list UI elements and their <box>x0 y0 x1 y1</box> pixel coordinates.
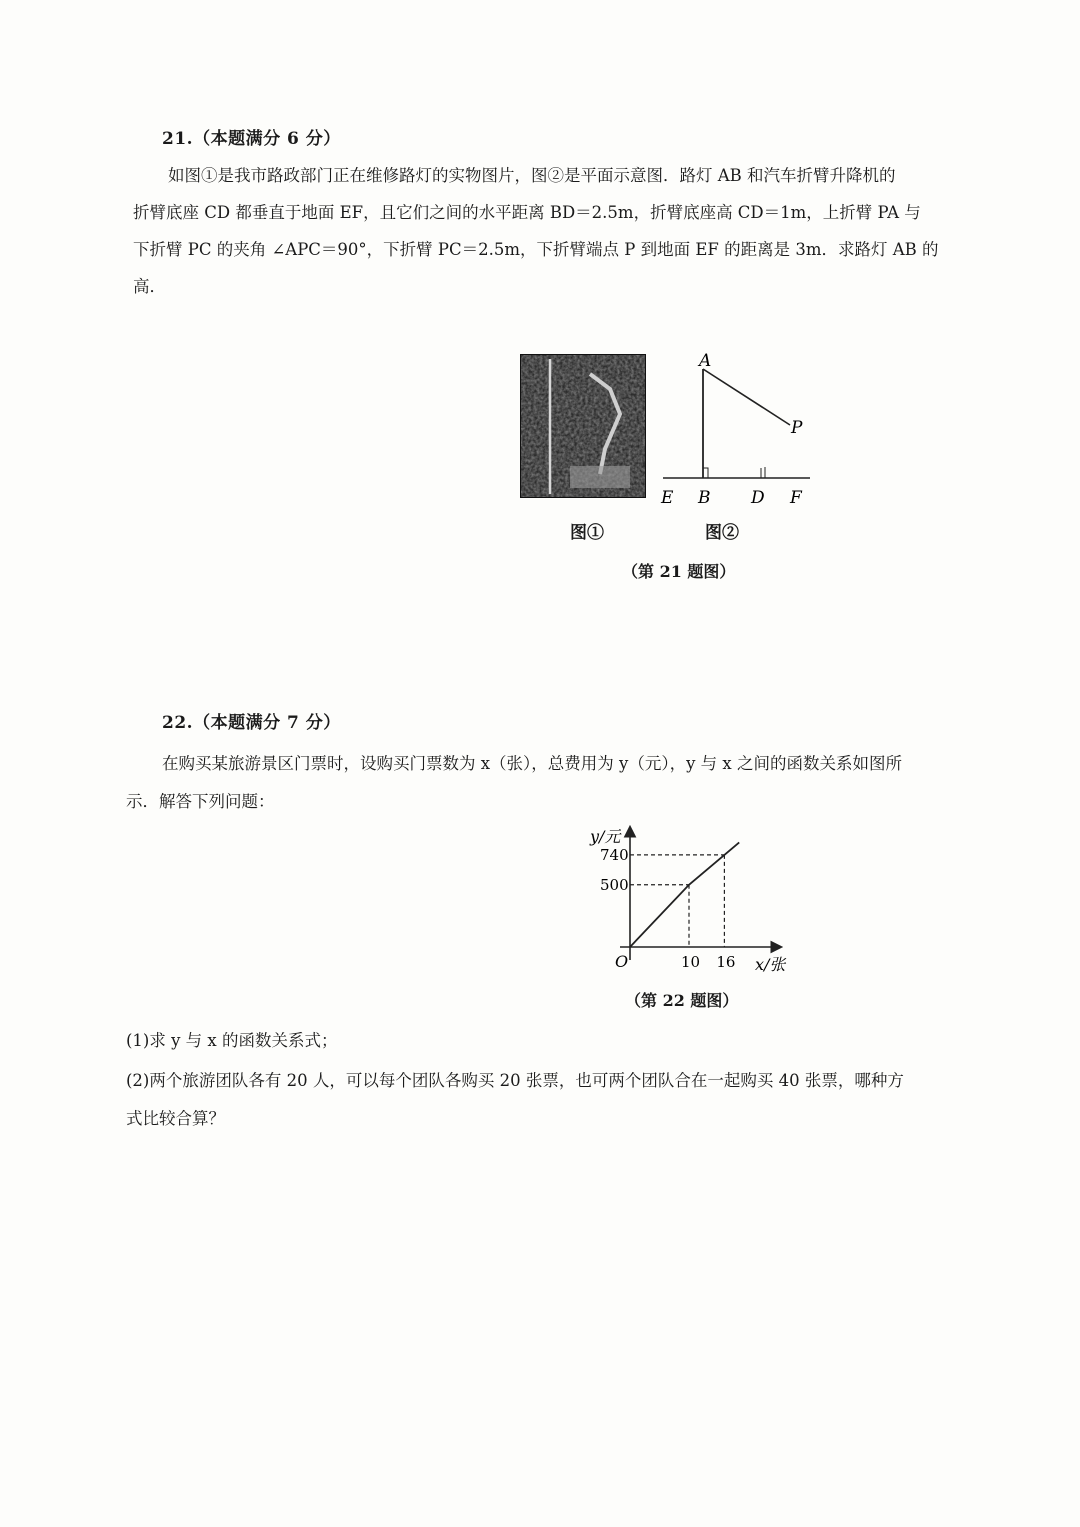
q21-text-line1: 如图①是我市路政部门正在维修路灯的实物图片，图②是平面示意图．路灯 AB 和汽车折臂升降机的 <box>168 166 896 185</box>
q21-photo-figure <box>520 354 646 498</box>
photo-truck <box>570 466 630 488</box>
fig2-label: 图② <box>705 523 739 543</box>
y-tick-label: 500 <box>600 875 629 894</box>
x-axis-label: x/张 <box>755 955 786 974</box>
origin-label: O <box>615 952 629 971</box>
label-f: F <box>790 488 802 508</box>
y-tick-label: 740 <box>600 845 629 864</box>
q22-caption: （第 22 题图） <box>625 991 739 1010</box>
x-tick-label: 16 <box>716 953 736 971</box>
q21-caption: （第 21 题图） <box>622 562 736 581</box>
label-e: E <box>661 488 674 508</box>
q22-text-line2: 示．解答下列问题： <box>126 792 275 811</box>
q22-sub2-line1: (2)两个旅游团队各有 20 人，可以每个团队各购买 20 张票，也可两个团队合在一起购买 40 张票，哪种方 <box>126 1071 904 1090</box>
q22-sub1: (1)求 y 与 x 的函数关系式； <box>126 1031 338 1050</box>
q21-schematic-figure <box>655 345 815 515</box>
label-d: D <box>751 488 765 508</box>
q21-text-line4: 高． <box>133 277 166 296</box>
label-b: B <box>698 488 711 508</box>
label-p: P <box>791 418 803 438</box>
q21-text-line3: 下折臂 PC 的夹角 ∠APC＝90°，下折臂 PC＝2.5m，下折臂端点 P 到地面 EF 的距离是 3m．求路灯 AB 的 <box>133 240 939 259</box>
q21-heading: 21.（本题满分 6 分） <box>162 129 341 149</box>
label-a: A <box>699 351 712 371</box>
q22-chart <box>580 820 810 980</box>
arm-pa <box>703 369 790 425</box>
q22-text-line1: 在购买某旅游景区门票时，设购买门票数为 x（张），总费用为 y（元），y 与 x 之间的函数关系如图所 <box>162 754 902 773</box>
q22-heading: 22.（本题满分 7 分） <box>162 713 341 733</box>
fig1-label: 图① <box>570 523 604 543</box>
q21-text-line2: 折臂底座 CD 都垂直于地面 EF，且它们之间的水平距离 BD＝2.5m，折臂底座高 CD＝1m，上折臂 PA 与 <box>133 203 921 222</box>
y-axis-label: y/元 <box>590 827 621 846</box>
q22-sub2-line2: 式比较合算？ <box>126 1109 225 1128</box>
series-line <box>630 842 739 947</box>
x-tick-label: 10 <box>681 953 701 971</box>
